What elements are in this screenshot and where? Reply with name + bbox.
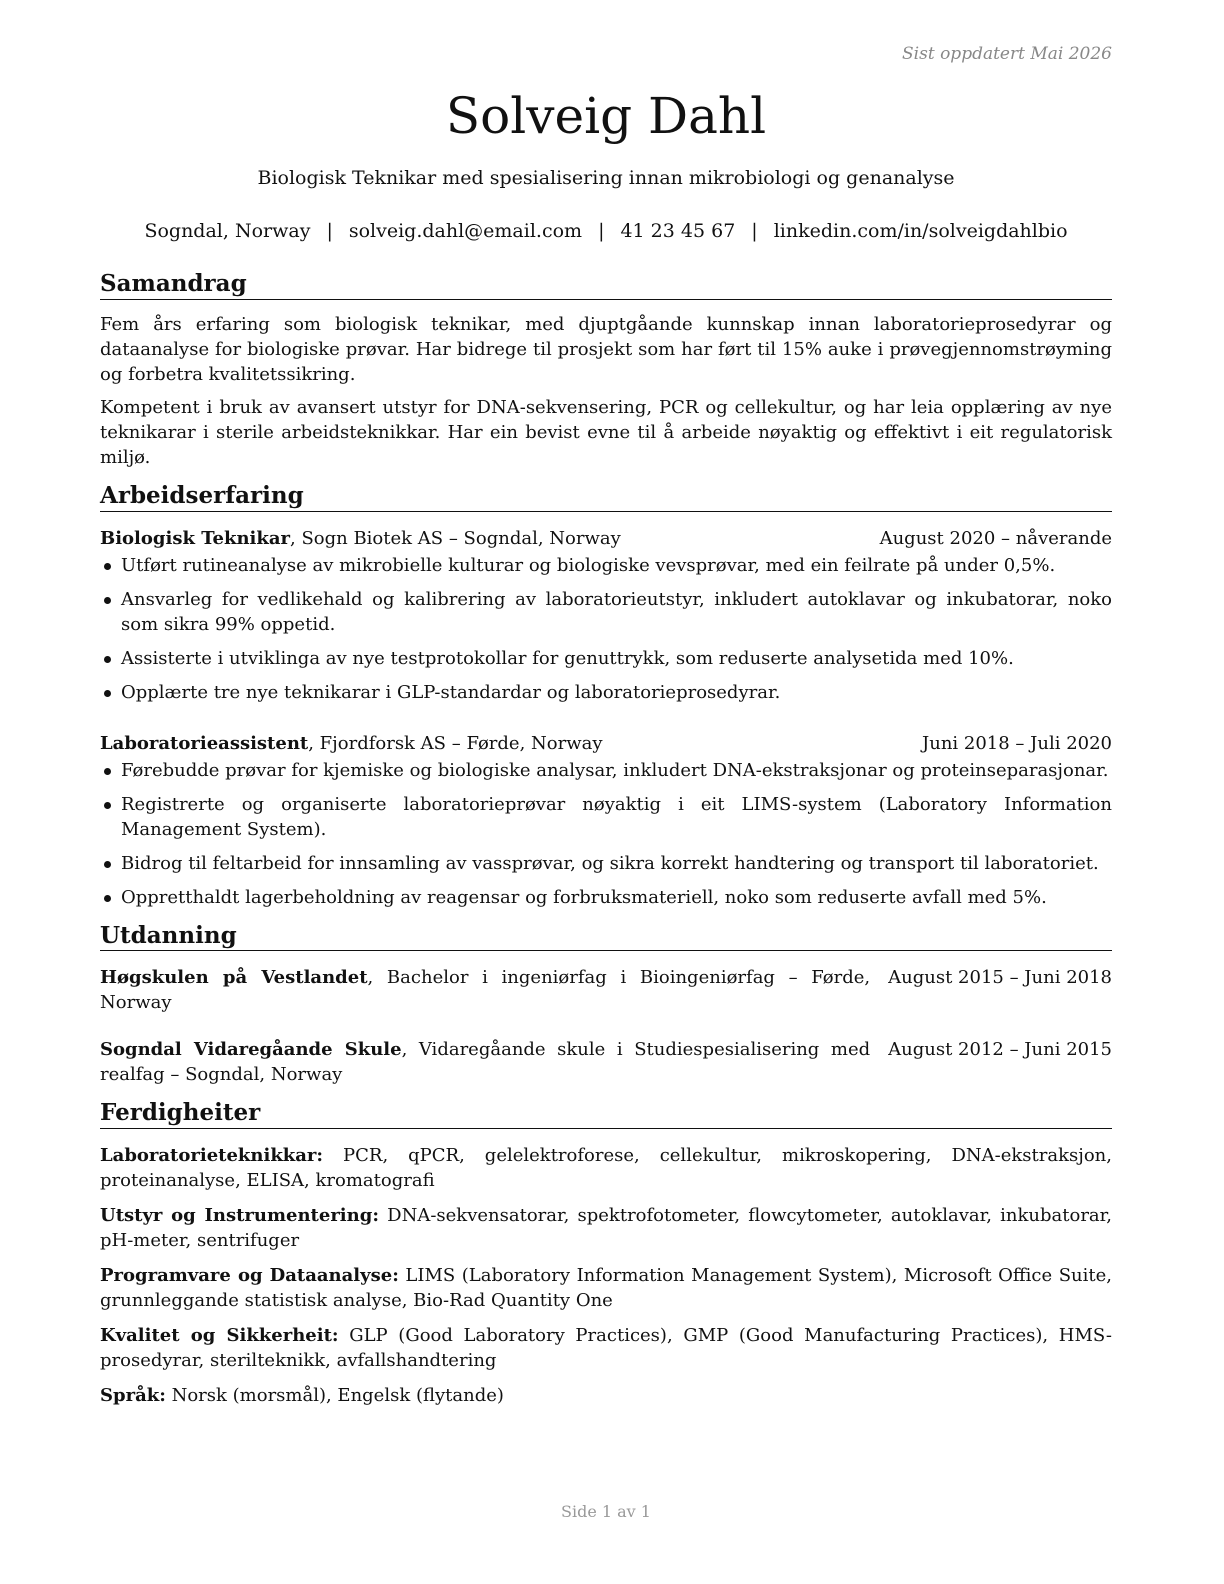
contact-separator: |: [598, 220, 605, 242]
summary-section: [100, 270, 1112, 470]
skill-label: Utstyr og Instrumentering:: [100, 1205, 379, 1226]
contact-phone: 41 23 45 67: [620, 220, 736, 242]
education-entry: [100, 1037, 1112, 1087]
skill-line: [100, 1323, 1112, 1373]
summary-paragraph: Kompetent i bruk av avansert utstyr for DNA-sekvensering, PCR og cellekultur, og har leia opplæring av nye teknikarar i sterile arbeidsteknikkar. Har ein bevist evne til å arbeide nøyaktig og effektivt i eit regulatorisk miljø.: [100, 396, 1112, 468]
skill-label: Kvalitet og Sikkerheit:: [100, 1325, 339, 1346]
list-item: Oppretthaldt lagerbeholdning av reagensar og forbruksmateriell, noko som reduserte avfall med 5%.: [100, 885, 1112, 910]
skill-text: GLP (Good Laboratory Practices), GMP (Good Manufacturing Practices), HMS-prosedyrar, sterilteknikk, avfallshandtering: [100, 1325, 1112, 1371]
job-header: [100, 731, 1112, 756]
skill-text: PCR, qPCR, gelelektroforese, cellekultur, mikroskopering, DNA-ekstraksjon, proteinanalyse, ELISA, kromatografi: [100, 1145, 1112, 1191]
skill-line: [100, 1203, 1112, 1253]
contact-separator: |: [751, 220, 758, 242]
job-role: Laboratorieassistent: [100, 732, 309, 754]
skill-label: Programvare og Dataanalyse:: [100, 1265, 399, 1286]
experience-section: [100, 482, 1112, 910]
education-title-line: [100, 1037, 888, 1087]
list-item: Opplærte tre nye teknikarar i GLP-standardar og laboratorieprosedyrar.: [100, 680, 1112, 705]
list-item: Bidrog til feltarbeid for innsamling av vassprøvar, og sikra korrekt handtering og transport til laboratoriet.: [100, 851, 1112, 876]
education-dates: August 2012 – Juni 2015: [888, 1039, 1112, 1061]
skill-label: Språk:: [100, 1385, 166, 1406]
summary-paragraph: Fem års erfaring som biologisk teknikar, med djuptgåande kunnskap innan laboratorieprosedyrar og dataanalyse for biologiske prøvar. Har bidrege til prosjekt som har ført til 15% auke i prøvegjennomstrøyming og forbetra kvalitetssikring.: [100, 313, 1112, 385]
skill-line: [100, 1143, 1112, 1193]
skill-text: LIMS (Laboratory Information Management System), Microsoft Office Suite, grunnleggande statistisk analyse, Bio-Rad Quantity One: [100, 1265, 1112, 1311]
contact-line: [100, 220, 1112, 242]
list-item: Registrerte og organiserte laboratorieprøvar nøyaktig i eit LIMS-system (Laboratory Information Management System).: [100, 792, 1112, 842]
education-dates: August 2015 – Juni 2018: [888, 967, 1112, 989]
last-updated: Sist oppdatert Mai 2026: [902, 44, 1112, 64]
education-detail: , Bachelor i ingeniørfag i Bioingeniørfag – Førde, Norway: [100, 967, 871, 1014]
education-school: Sogndal Vidaregåande Skule: [100, 1039, 402, 1061]
job-entry: [100, 731, 1112, 910]
job-header: [100, 526, 1112, 551]
job-role: Biologisk Teknikar: [100, 527, 290, 549]
education-entry: [100, 965, 1112, 1015]
list-item: Førebudde prøvar for kjemiske og biologiske analysar, inkludert DNA-ekstraksjonar og proteinseparasjonar.: [100, 758, 1112, 783]
job-entry: [100, 526, 1112, 705]
section-title: Samandrag: [100, 270, 1112, 300]
skill-line: [100, 1383, 1112, 1408]
education-section: [100, 922, 1112, 1088]
headline: Biologisk Teknikar med spesialisering innan mikrobiologi og genanalyse: [257, 167, 955, 189]
education-detail: , Vidaregåande skule i Studiespesialisering med realfag – Sogndal, Norway: [100, 1039, 871, 1086]
job-dates: Juni 2018 – Juli 2020: [922, 732, 1112, 754]
education-title-line: [100, 965, 888, 1015]
contact-location: Sogndal, Norway: [144, 220, 311, 242]
resume-content: [100, 270, 1112, 1420]
resume-page: [100, 0, 1112, 1584]
skill-text: DNA-sekvensatorar, spektrofotometer, flowcytometer, autoklavar, inkubatorar, pH-meter, sentrifuger: [100, 1205, 1113, 1251]
section-title: Arbeidserfaring: [100, 482, 1112, 512]
candidate-name: Solveig Dahl: [445, 87, 767, 145]
contact-separator: |: [326, 220, 333, 242]
contact-email[interactable]: solveig.dahl@email.com: [348, 220, 583, 242]
job-org: , Sogn Biotek AS – Sogndal, Norway: [290, 527, 621, 549]
skill-line: [100, 1263, 1112, 1313]
section-title: Utdanning: [100, 922, 1112, 952]
list-item: Assisterte i utviklinga av nye testprotokollar for genuttrykk, som reduserte analysetida med 10%.: [100, 646, 1112, 671]
skills-section: [100, 1099, 1112, 1408]
skill-label: Laboratorieteknikkar:: [100, 1145, 324, 1166]
list-item: Ansvarleg for vedlikehald og kalibrering av laboratorieutstyr, inkludert autoklavar og inkubatorar, noko som sikra 99% oppetid.: [100, 587, 1112, 637]
job-title-line: [100, 731, 922, 756]
contact-linkedin[interactable]: linkedin.com/in/solveigdahlbio: [773, 220, 1068, 242]
list-item: Utført rutineanalyse av mikrobielle kulturar og biologiske vevsprøvar, med ein feilrate på under 0,5%.: [100, 553, 1112, 578]
page-number: Side 1 av 1: [561, 1502, 651, 1521]
job-bullets: [100, 758, 1112, 910]
job-org: , Fjordforsk AS – Førde, Norway: [308, 732, 603, 754]
section-title: Ferdigheiter: [100, 1099, 1112, 1129]
job-title-line: [100, 526, 880, 551]
skill-text: Norsk (morsmål), Engelsk (flytande): [165, 1385, 504, 1406]
education-school: Høgskulen på Vestlandet: [100, 967, 368, 989]
job-dates: August 2020 – nåverande: [879, 527, 1112, 549]
job-bullets: [100, 553, 1112, 705]
